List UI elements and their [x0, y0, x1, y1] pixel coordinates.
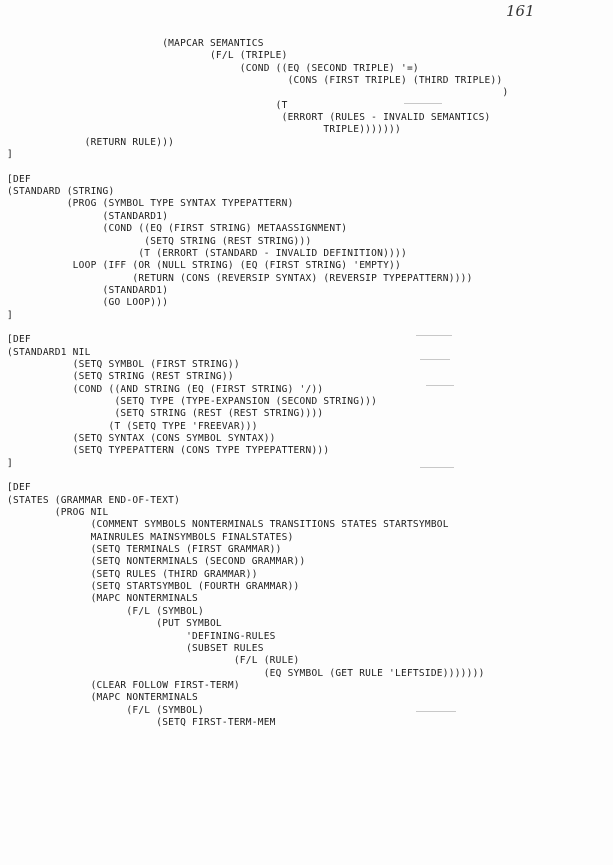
code-line [7, 161, 508, 173]
code-line [7, 322, 508, 334]
lisp-source-listing [7, 38, 508, 729]
code-line: (GO LOOP))) [7, 297, 169, 309]
code-line: (SETQ NONTERMINALS (SECOND GRAMMAR)) [7, 556, 306, 568]
code-line: (F/L (SYMBOL) [7, 704, 204, 716]
code-line: (F/L (SYMBOL) [7, 605, 204, 617]
code-line: (STATES (GRAMMAR END-OF-TEXT) [7, 494, 181, 506]
code-line: (MAPC NONTERMINALS [7, 692, 199, 704]
code-line: (STANDARD1 NIL [7, 346, 91, 358]
code-line: (SUBSET RULES [7, 642, 264, 654]
code-line: (SETQ RULES (THIRD GRAMMAR)) [7, 568, 258, 580]
code-line: (PROG (SYMBOL TYPE SYNTAX TYPEPATTERN) [7, 198, 294, 210]
code-line [7, 470, 508, 482]
code-line: (F/L (TRIPLE) [7, 50, 288, 62]
code-line: (MAPCAR SEMANTICS [7, 38, 264, 49]
code-line: (SETQ TYPEPATTERN (CONS TYPE TYPEPATTERN))) [7, 445, 330, 457]
code-line: (EQ SYMBOL (GET RULE 'LEFTSIDE))))))) [7, 667, 485, 679]
code-line: (PROG NIL [7, 507, 109, 519]
code-line: (SETQ TERMINALS (FIRST GRAMMAR)) [7, 544, 282, 556]
code-line: (T [7, 99, 288, 111]
code-line: (SETQ SYMBOL (FIRST STRING)) [7, 358, 240, 370]
code-line: (RETURN RULE))) [7, 136, 175, 148]
code-line: (ERRORT (RULES - INVALID SEMANTICS) [7, 112, 491, 124]
code-line: ] [7, 309, 13, 321]
code-line: [DEF [7, 482, 31, 494]
code-line: (COND ((AND STRING (EQ (FIRST STRING) '/)) [7, 383, 324, 395]
code-line: (CLEAR FOLLOW FIRST-TERM) [7, 679, 240, 691]
code-line: (SETQ STRING (REST (REST STRING)))) [7, 408, 324, 420]
code-line: LOOP (IFF (OR (NULL STRING) (EQ (FIRST STRING) 'EMPTY)) [7, 260, 401, 272]
page-number: 161 [506, 2, 535, 20]
code-line: (COMMENT SYMBOLS NONTERMINALS TRANSITIONS STATES STARTSYMBOL [7, 519, 449, 531]
code-line: (SETQ STRING (REST STRING)) [7, 371, 234, 383]
code-line: (SETQ FIRST-TERM-MEM [7, 716, 276, 728]
code-line: ] [7, 457, 13, 469]
code-line: (SETQ STARTSYMBOL (FOURTH GRAMMAR)) [7, 581, 300, 593]
code-line: (CONS (FIRST TRIPLE) (THIRD TRIPLE)) [7, 75, 503, 87]
code-line: 'DEFINING-RULES [7, 630, 276, 642]
code-line: (SETQ SYNTAX (CONS SYMBOL SYNTAX)) [7, 433, 276, 444]
code-line: [DEF [7, 173, 31, 185]
code-line: (SETQ TYPE (TYPE-EXPANSION (SECOND STRING))) [7, 395, 378, 407]
code-line: (T (ERRORT (STANDARD - INVALID DEFINITION)))) [7, 247, 407, 259]
code-line: (SETQ STRING (REST STRING))) [7, 235, 312, 247]
code-line: ) [7, 87, 509, 99]
code-line: (STANDARD1) [7, 210, 169, 222]
code-line: (STANDARD1) [7, 284, 169, 296]
code-line: (RETURN (CONS (REVERSIP SYNTAX) (REVERSIP TYPEPATTERN)))) [7, 272, 473, 284]
code-line: (MAPC NONTERMINALS [7, 593, 199, 605]
code-line: [DEF [7, 334, 31, 346]
code-line: (T (SETQ TYPE 'FREEVAR))) [7, 420, 258, 432]
code-line: ] [7, 149, 13, 161]
code-line: (F/L (RULE) [7, 655, 300, 667]
code-line: MAINRULES MAINSYMBOLS FINALSTATES) [7, 531, 294, 543]
code-line: (COND ((EQ (SECOND TRIPLE) '=) [7, 62, 419, 74]
code-line: (STANDARD (STRING) [7, 186, 115, 198]
code-line: (COND ((EQ (FIRST STRING) METAASSIGNMENT) [7, 223, 348, 235]
code-line: (PUT SYMBOL [7, 618, 222, 630]
code-line: TRIPLE))))))) [7, 124, 401, 136]
